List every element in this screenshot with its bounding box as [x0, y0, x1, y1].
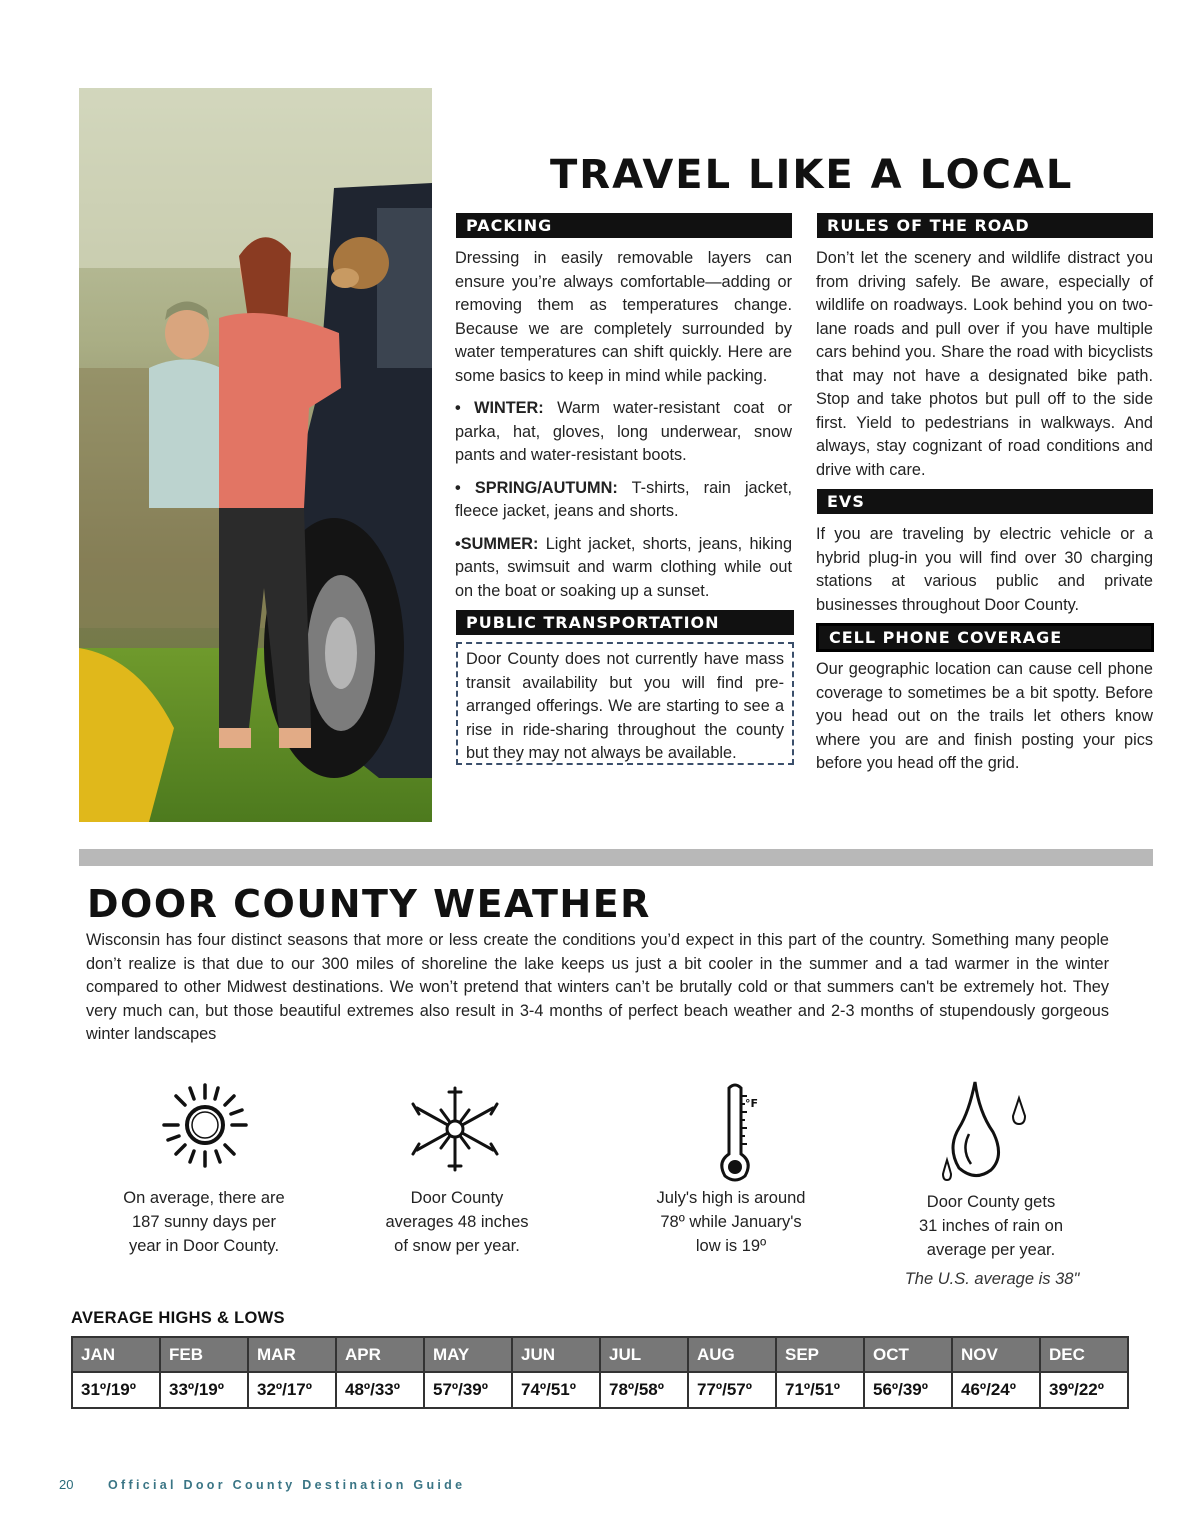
temperature-cell: 77º/57º — [688, 1372, 776, 1408]
public-transportation-text: Door County does not currently have mass transit availability but you will find pre-arranged offerings. We are starting to see a rise in ride-sharing throughout the county but they may not always be available. — [466, 650, 784, 762]
temperature-cell: 31º/19º — [72, 1372, 160, 1408]
month-header: APR — [336, 1337, 424, 1372]
temperature-cell: 56º/39º — [864, 1372, 952, 1408]
snowflake-icon — [405, 1082, 505, 1182]
month-header: FEB — [160, 1337, 248, 1372]
evs-heading: EVS — [817, 489, 1153, 514]
month-header: NOV — [952, 1337, 1040, 1372]
temperature-cell: 71º/51º — [776, 1372, 864, 1408]
temperature-cell: 74º/51º — [512, 1372, 600, 1408]
packing-body — [455, 247, 792, 603]
stat-line: average per year. — [926, 1241, 1056, 1259]
packing-intro: Dressing in easily removable layers can ensure you’re always comfortable—adding or removing them as temperatures change. Because we are completely surrounded by water temperatures can shift quickly. Here are some basics to keep in mind while packing. — [455, 249, 792, 385]
cell-phone-heading: CELL PHONE COVERAGE — [817, 624, 1153, 651]
packing-label-winter: WINTER: — [474, 399, 544, 417]
rainfall-note: The U.S. average is 38" — [904, 1270, 1080, 1288]
packing-item-spring-autumn — [455, 477, 792, 524]
raindrop-icon — [935, 1078, 1035, 1193]
packing-text-summer: Light jacket, shorts, jeans, hiking pants, swimsuit and warm clothing while out on the boat or soaking up a sunset. — [455, 534, 792, 600]
packing-heading: PACKING — [456, 213, 792, 238]
stat-line: July's high is around — [656, 1189, 806, 1207]
packing-text-winter: Warm water-resistant coat or parka, hat, gloves, long underwear, snow pants and water-resistant boots. — [455, 399, 792, 464]
month-header: MAR — [248, 1337, 336, 1372]
month-header: JUN — [512, 1337, 600, 1372]
temperature-cell: 32º/17º — [248, 1372, 336, 1408]
weather-title: DOOR COUNTY WEATHER — [87, 882, 651, 926]
temperature-cell: 78º/58º — [600, 1372, 688, 1408]
month-header: DEC — [1040, 1337, 1128, 1372]
rainfall-stat — [876, 1190, 1106, 1262]
section-divider — [79, 849, 1153, 866]
rules-of-the-road-text: Don’t let the scenery and wildlife distract you from driving safely. Be aware, especially of wildlife on roadways. Look behind you on two-lane roads and pull over if you have multiple cars behind you. Share the road with bicyclists that may not have a designated bike path. Stop and take photos but pull off to the side first. Yield to pedestrians in walkways. And always, stay cognizant of road conditions and drive with care. — [816, 249, 1153, 479]
stat-line: Door County gets — [926, 1193, 1056, 1211]
stat-line: low is 19º — [695, 1237, 767, 1255]
stat-line: On average, there are — [123, 1189, 285, 1207]
hero-photo — [79, 88, 432, 822]
travel-photo-illustration — [79, 88, 432, 822]
fahrenheit-label: °F — [745, 1097, 759, 1110]
snowfall-stat — [342, 1186, 572, 1258]
stat-line: averages 48 inches — [385, 1213, 529, 1231]
packing-text-spring-autumn: T-shirts, rain jacket, fleece jacket, jeans and shorts. — [455, 478, 792, 520]
page-number: 20 — [59, 1477, 74, 1492]
temperature-stat — [616, 1186, 846, 1258]
highs-lows-table — [71, 1336, 1129, 1409]
month-header: MAY — [424, 1337, 512, 1372]
public-transportation-heading: PUBLIC TRANSPORTATION — [456, 610, 794, 635]
bullet: • — [455, 534, 461, 553]
month-header: JUL — [600, 1337, 688, 1372]
packing-label-summer: SUMMER: — [460, 534, 539, 553]
publication-name: Official Door County Destination Guide — [108, 1478, 466, 1492]
public-transportation-box — [456, 642, 794, 765]
sunny-days-stat — [89, 1186, 319, 1258]
bullet: • — [455, 478, 461, 497]
rules-of-the-road-heading: RULES OF THE ROAD — [817, 213, 1153, 238]
month-header: AUG — [688, 1337, 776, 1372]
weather-intro: Wisconsin has four distinct seasons that more or less create the conditions you’d expect in this part of the country. Something many people don’t realize is that due to our 300 miles of shoreline the lake keeps us just a bit cooler in the summer and a tad warmer in the winter compared to other Midwest destinations. We won’t pretend that winters can’t be brutally cold or that summers can't be extremely hot. They very much can, but those beautiful extremes also result in 3-4 months of perfect beach weather and 2-3 months of stupendously gorgeous winter landscapes — [86, 931, 1109, 1043]
table-row — [72, 1372, 1128, 1408]
stat-line: Door County — [410, 1189, 504, 1207]
packing-label-spring-autumn: SPRING/AUTUMN: — [474, 478, 618, 497]
thermometer-icon — [715, 1082, 765, 1187]
month-header: JAN — [72, 1337, 160, 1372]
temperature-cell: 57º/39º — [424, 1372, 512, 1408]
table-header-row — [72, 1337, 1128, 1372]
month-header: OCT — [864, 1337, 952, 1372]
packing-item-summer — [455, 533, 792, 604]
packing-item-winter — [455, 397, 792, 468]
sun-icon — [160, 1080, 250, 1175]
evs-text: If you are traveling by electric vehicle or a hybrid plug-in you will find over 30 charging stations at various public and private businesses throughout Door County. — [816, 525, 1153, 614]
temperature-cell: 33º/19º — [160, 1372, 248, 1408]
page-title: TRAVEL LIKE A LOCAL — [550, 152, 1074, 198]
temperature-cell: 46º/24º — [952, 1372, 1040, 1408]
highs-lows-label: AVERAGE HIGHS & LOWS — [71, 1309, 285, 1327]
stat-line: year in Door County. — [128, 1237, 280, 1255]
month-header: SEP — [776, 1337, 864, 1372]
temperature-cell: 48º/33º — [336, 1372, 424, 1408]
temperature-cell: 39º/22º — [1040, 1372, 1128, 1408]
cell-phone-text: Our geographic location can cause cell phone coverage to sometimes be a bit spotty. Before you head out on the trails let others know where you are and finish posting your pics before you head off the grid. — [816, 660, 1153, 772]
stat-line: of snow per year. — [394, 1237, 520, 1255]
stat-line: 78º while January's — [660, 1213, 802, 1231]
stat-line: 187 sunny days per — [131, 1213, 276, 1231]
stat-line: 31 inches of rain on — [918, 1217, 1063, 1235]
bullet: • — [455, 399, 461, 417]
